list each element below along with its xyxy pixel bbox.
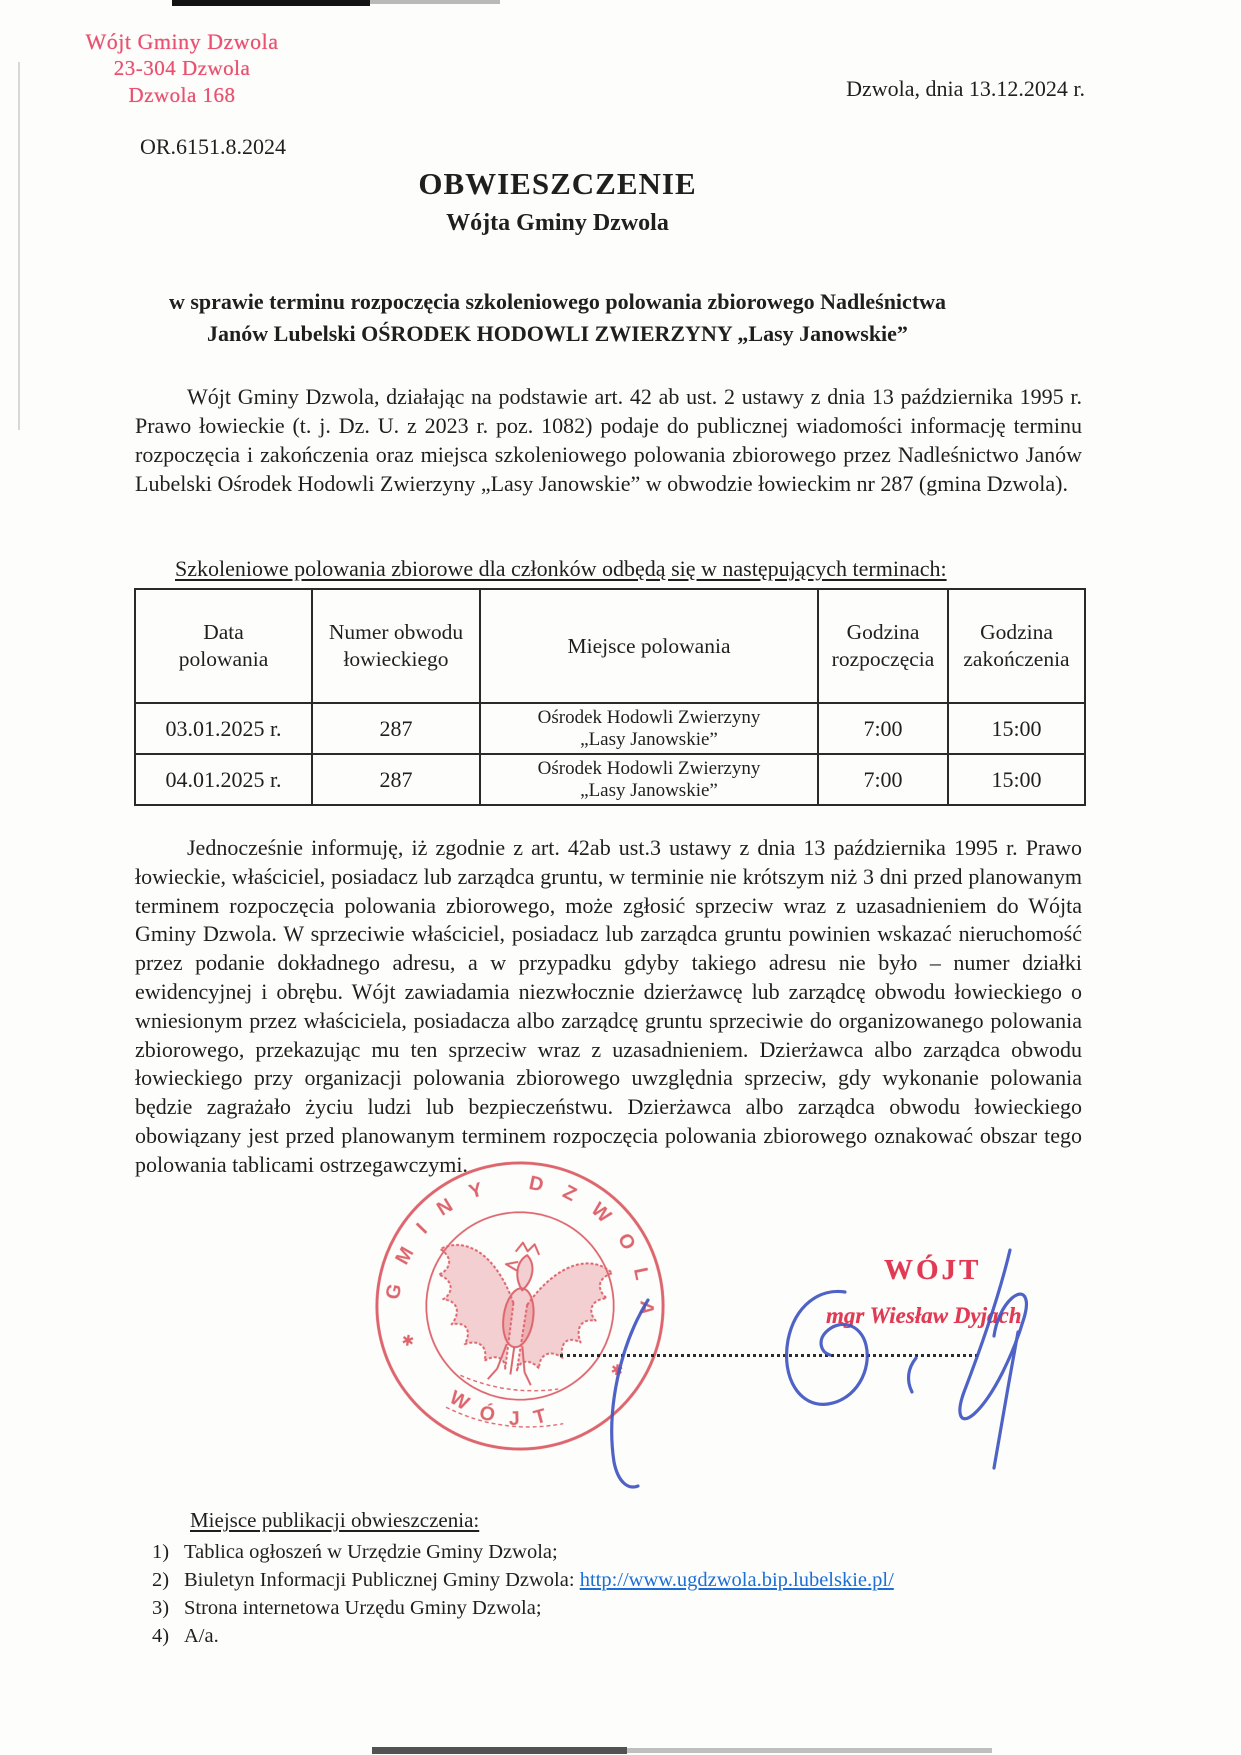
signature-dotted-line <box>560 1336 978 1357</box>
col-header-date: Data polowania <box>135 589 312 703</box>
reference-number: OR.6151.8.2024 <box>140 134 287 159</box>
official-round-stamp <box>353 1139 687 1473</box>
cell-place-line2: „Lasy Janowskie” <box>580 728 718 750</box>
sender-stamp-line3: Dzwola 168 <box>128 83 236 107</box>
cell-district-number: 287 <box>312 754 480 805</box>
col-header-start-time: Godzina rozpoczęcia <box>818 589 948 703</box>
publication-heading: Miejsce publikacji obwieszczenia: <box>190 1508 480 1532</box>
cell-place-line1: Ośrodek Hodowli Zwierzyny <box>537 757 761 779</box>
place-and-date-line: Dzwola, dnia 13.12.2024 r. <box>846 76 1085 101</box>
cell-place <box>480 703 818 754</box>
stamp-inner-ring <box>414 1200 626 1412</box>
list-item <box>152 1594 1012 1622</box>
table-row <box>135 754 1085 805</box>
list-item <box>152 1538 1012 1566</box>
sender-stamp-line2: 23-304 Dzwola <box>113 56 251 80</box>
signature-role-label: WÓJT <box>884 1254 982 1286</box>
paragraph-legal-basis: Wójt Gminy Dzwola, działając na podstawie art. 42 ab ust. 2 ustawy z dnia 13 października 1995 r. Prawo łowieckie (t. j. Dz. U. z 2023 r. poz. 1082) podaje do publicznej wiadomości informację terminu rozpoczęcia i zakończenia oraz miejsca szkoleniowego polowania zbiorowego przez Nadleśnictwo Janów Lubelski Ośrodek Hodowli Zwierzyny „Lasy Janowskie” w obwodzie łowieckim nr 287 (gmina Dzwola). <box>135 384 1082 496</box>
subject-heading <box>135 286 980 350</box>
paragraph-objection-rules: Jednocześnie informuję, iż zgodnie z art. 42ab ust.3 ustawy z dnia 13 października 1995 r. Prawo łowieckie, właściciel, posiadacz lub zarządca gruntu, w terminie nie krótszym niż 3 dni przed planowanym terminem rozpoczęcia polowania zbiorowego, może zgłosić sprzeciw wraz z uzasadnieniem do Wójta Gminy Dzwola. W sprzeciwie właściciel, posiadacz lub zarządca gruntu powinien wskazać nieruchomość przez podanie dokładnego adresu, a w przypadku gdyby takiego adresu nie było – numer działki ewidencyjnej i obrębu. Wójt zawiadamia niezwłocznie dzierżawcę lub zarządcę obwodu łowieckiego o wniesionym przez właściciela, posiadacza albo zarządcę gruntu sprzeciwie do organizowanego polowania zbiorowego, przekazując mu ten sprzeciw wraz z uzasadnieniem. Dzierżawca albo zarządca obwodu łowieckiego przy organizacji polowania zbiorowego uwzględnia sprzeciw, gdy wykonanie polowania będzie zagrażało życiu ludzi lub bezpieczeństwu. Dzierżawca albo zarządca obwodu łowieckiego obowiązany jest przed planowanym terminem rozpoczęcia polowania zbiorowego oznakować obszar tego polowania tablicami ostrzegawczymi. <box>135 835 1082 1177</box>
cell-place <box>480 754 818 805</box>
hunting-schedule-table <box>134 588 1086 806</box>
eagle-emblem-icon <box>423 1231 614 1394</box>
subject-line1: w sprawie terminu rozpoczęcia szkoleniowego polowania zbiorowego Nadleśnictwa <box>168 289 947 314</box>
col-header-end-time: Godzina zakończenia <box>948 589 1085 703</box>
cell-date: 03.01.2025 r. <box>135 703 312 754</box>
list-item-text <box>184 1566 894 1594</box>
cell-end-time: 15:00 <box>948 754 1085 805</box>
stamp-smudge-marks <box>445 1374 568 1433</box>
table-caption: Szkoleniowe polowania zbiorowe dla członków odbędą się w następujących terminach: <box>175 556 947 581</box>
sender-stamp-line1: Wójt Gminy Dzwola <box>85 29 279 54</box>
signature-name: mgr Wiesław Dyjach <box>826 1303 1022 1328</box>
stamp-ring-text-top: GMINY DZWOLA <box>381 1172 658 1336</box>
cell-district-number: 287 <box>312 703 480 754</box>
list-item-text: A/a. <box>184 1625 219 1647</box>
scan-artifact-bottom-faint <box>627 1748 992 1753</box>
subject-line2: Janów Lubelski OŚRODEK HODOWLI ZWIERZYNY „Lasy Janowskie” <box>207 321 908 346</box>
table-row <box>135 703 1085 754</box>
list-item-number: 1) <box>152 1541 170 1563</box>
list-item <box>152 1622 1012 1650</box>
cell-place-line2: „Lasy Janowskie” <box>580 779 718 801</box>
bip-link[interactable]: http://www.ugdzwola.bip.lubelskie.pl/ <box>579 1569 894 1591</box>
list-item-text: Tablica ogłoszeń w Urzędzie Gminy Dzwola; <box>184 1541 558 1563</box>
list-item-number: 3) <box>152 1597 170 1619</box>
list-item-text: Strona internetowa Urzędu Gminy Dzwola; <box>184 1597 542 1619</box>
cell-start-time: 7:00 <box>818 703 948 754</box>
scan-artifact-top-faint <box>370 0 500 4</box>
sender-address-stamp <box>82 28 282 109</box>
publication-list <box>152 1538 1012 1650</box>
stamp-ring-text-bottom: WÓJT <box>445 1386 564 1431</box>
scan-artifact-left-edge <box>18 62 20 430</box>
list-item-prefix: Biuletyn Informacji Publicznej Gminy Dzwola: <box>184 1569 580 1591</box>
list-item <box>152 1566 1012 1594</box>
scan-artifact-top <box>172 0 370 6</box>
stamp-separator-left: ✱ <box>400 1333 415 1351</box>
cell-end-time: 15:00 <box>948 703 1085 754</box>
list-item-number: 4) <box>152 1625 170 1647</box>
col-header-district: Numer obwodu łowieckiego <box>312 589 480 703</box>
document-title: OBWIESZCZENIE <box>418 166 697 201</box>
col-header-place: Miejsce polowania <box>480 589 818 703</box>
cell-place-line1: Ośrodek Hodowli Zwierzyny <box>537 706 761 728</box>
stamp-separator-right: ✱ <box>609 1362 624 1381</box>
cell-start-time: 7:00 <box>818 754 948 805</box>
table-header-row <box>135 589 1085 703</box>
list-item-number: 2) <box>152 1569 170 1591</box>
cell-date: 04.01.2025 r. <box>135 754 312 805</box>
document-subtitle: Wójta Gminy Dzwola <box>446 210 669 236</box>
stamp-outer-ring <box>358 1144 681 1467</box>
scan-artifact-bottom <box>372 1747 627 1754</box>
